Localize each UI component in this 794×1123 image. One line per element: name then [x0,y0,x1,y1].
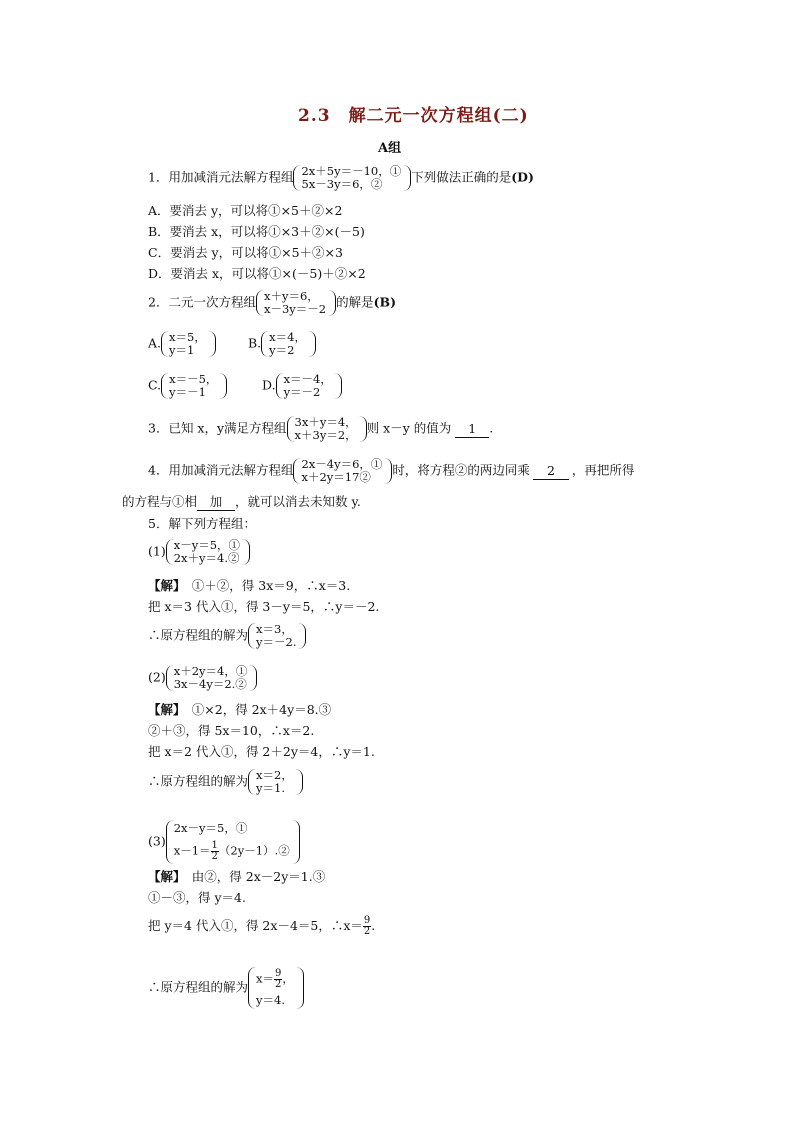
q4-stem-tail: ，再把所得 [571,462,635,478]
q2-eq-1: x＋y＝6， [263,289,319,303]
q1-equation-system [293,165,411,191]
q5-p3-label: (3) [148,833,166,849]
q5-p2-label: (2) [148,669,166,685]
q2-option-c-label: C. [148,377,162,393]
q1-eq-2: 5x－3y＝6，② [301,177,383,191]
q5-p1-system [166,539,250,565]
q2-a-y: y＝1 [169,343,195,357]
q5-p1-sol-1: ①＋②，得 3x＝9，∴x＝3. [191,578,351,593]
question-3 [148,416,493,442]
q1-option-d: D．要消去 x，可以将①×(－5)＋②×2 [148,266,366,281]
q2-d-y: y＝－2 [283,385,321,399]
q5-p2-eq-2: 3x－4y＝2.② [173,677,247,691]
q4-eq-2: x＋2y＝17② [301,470,371,484]
q1-stem-tail: 下列做法正确的是 [411,169,512,185]
q5-p3-result-num: 9 [275,968,282,979]
q5-part-2-problem [148,665,257,691]
question-5-stem: 5．解下列方程组： [148,516,256,531]
q5-p3-sol-tag: 【解】 [148,869,180,884]
q2-c-x: x＝－5， [169,372,218,386]
q2-option-b [248,331,316,357]
q5-p1-concl-text: ∴原方程组的解为 [148,627,249,643]
page-title: 2.3 解二元一次方程组(二) [298,106,529,126]
q1-option-c: C．要消去 y，可以将①×5＋②×3 [148,245,343,260]
q5-p3-eq-1: 2x－y＝5，① [173,821,248,835]
q5-part-3-problem [148,820,300,864]
q5-p2-solution-line-3: 把 x＝2 代入①，得 2＋2y＝4，∴y＝1. [148,744,375,759]
q2-option-c [148,373,227,399]
q5-p1-label: (1) [148,543,166,559]
q5-p2-sol-tag: 【解】 [148,702,180,717]
q5-p3-sol-3-end: . [371,918,376,933]
q2-c-y: y＝－1 [169,385,206,399]
q1-option-b: B．要消去 x，可以将①×3＋②×(－5) [148,224,365,239]
q5-p3-conclusion [148,967,304,1009]
q4-stem-mid: 时，将方程②的两边同乘 [392,462,530,478]
group-label: A组 [378,141,402,156]
q4-line2-tail: ，就可以消去未知数 y. [235,494,361,509]
q1-stem-text: 1．用加减消元法解方程组 [148,169,294,185]
q3-answer-blank: 1 [455,421,489,438]
q2-option-a [148,331,216,357]
q2-a-x: x＝5， [169,330,206,344]
q2-option-d-label: D. [262,377,276,393]
q2-equation-system [256,290,336,316]
q5-p3-eq-2-lhs: x－1＝ [173,843,211,858]
q5-p2-solution-line-1 [148,702,331,718]
q5-p3-eq-2 [174,841,290,862]
q5-p3-frac-den: 2 [211,851,218,862]
q2-option-c-system [161,373,227,399]
question-1-stem [148,165,534,191]
q2-b-x: x＝4， [269,330,306,344]
q5-p3-result-system [248,967,304,1009]
q5-p3-system [166,820,300,864]
q5-p2-conclusion [148,769,303,795]
q3-equation-system [287,416,367,442]
q5-p2-eq-1: x＋2y＝4，① [173,664,248,678]
q2-answer: (B) [373,294,397,310]
q5-p3-result-y: y＝4. [256,993,285,1007]
q2-option-b-label: B. [248,335,262,351]
q5-p3-result-x-end: ， [282,971,294,986]
q5-p1-result-x: x＝3， [256,622,293,636]
q5-part-1-problem [148,539,250,565]
q5-p1-solution-line-1 [148,578,350,594]
q5-p3-sol-1: 由②，得 2x－2y＝1.③ [191,869,326,884]
q2-stem-tail: 的解是 [336,294,374,310]
q5-p3-solution-line-3 [148,916,375,937]
q5-p1-result-y: y＝－2. [256,635,297,649]
q5-p2-solution-line-2: ②＋③，得 5x＝10，∴x＝2. [148,723,315,738]
q5-p1-eq-1: x－y＝5，① [173,538,241,552]
question-4-line-2 [122,494,361,511]
q5-p3-sol-frac-num: 9 [363,915,371,926]
q1-option-a: A．要消去 y，可以将①×5＋②×2 [148,203,343,218]
q5-p2-result-y: y＝1. [256,781,285,795]
q5-p3-result-x [256,969,294,990]
q2-option-a-system [161,331,216,357]
q5-p2-result-system [248,769,303,795]
q1-answer: (D) [511,169,534,185]
q2-option-b-system [261,331,316,357]
q5-p3-eq-2-rhs: （2y－1）.② [218,843,290,858]
q5-p3-solution-line-2: ①－③，得 y＝4. [148,890,246,905]
q5-p1-conclusion [148,623,306,649]
q5-p3-concl-text: ∴原方程组的解为 [148,979,249,995]
q3-eq-1: 3x＋y＝4， [294,415,357,429]
q3-stem-tail: 则 x－y 的值为 [366,420,452,436]
q3-end: . [489,420,494,436]
q5-p1-solution-line-2: 把 x＝3 代入①，得 3－y＝5，∴y＝－2. [148,599,380,614]
q5-p2-system [166,665,258,691]
q2-b-y: y＝2 [269,343,295,357]
q5-p1-result-system [248,623,306,649]
q5-p3-sol-3-text: 把 y＝4 代入①，得 2x－4＝5，∴x＝ [148,918,363,933]
q5-p3-solution-line-1 [148,869,325,885]
q3-stem-text: 3．已知 x，y满足方程组 [148,420,287,436]
q5-p3-result-x-label: x＝ [256,971,275,986]
q5-p1-eq-2: 2x＋y＝4.② [173,551,240,565]
q5-p3-frac-num: 1 [211,840,218,851]
q1-eq-1: 2x＋5y＝－10，① [301,164,402,178]
question-2-stem [148,290,396,316]
q2-option-d-system [276,373,342,399]
q5-p3-fraction-half [211,841,219,862]
q2-d-x: x＝－4， [283,372,332,386]
question-4 [148,458,634,484]
q5-p2-concl-text: ∴原方程组的解为 [148,773,249,789]
q4-answer-1-blank: 2 [533,463,569,480]
q3-eq-2: x＋3y＝2， [294,428,357,442]
q2-option-d [262,373,342,399]
q5-p2-sol-1: ①×2，得 2x＋4y＝8.③ [191,702,332,717]
q5-p3-sol-frac-den: 2 [363,926,371,937]
q2-option-a-label: A. [148,335,162,351]
q4-eq-1: 2x－4y＝6，① [301,457,383,471]
q5-p1-sol-tag: 【解】 [148,578,180,593]
q4-answer-2-blank: 加 [197,494,235,511]
q4-line2-text: 的方程与①相 [122,494,198,509]
q4-equation-system [293,458,392,484]
q4-stem-text: 4．用加减消元法解方程组 [148,462,294,478]
q5-p3-result-den: 2 [275,979,282,990]
q5-p2-result-x: x＝2， [256,768,293,782]
q2-eq-2: x－3y＝－2 [263,302,327,316]
q2-stem-text: 2．二元一次方程组 [148,294,256,310]
